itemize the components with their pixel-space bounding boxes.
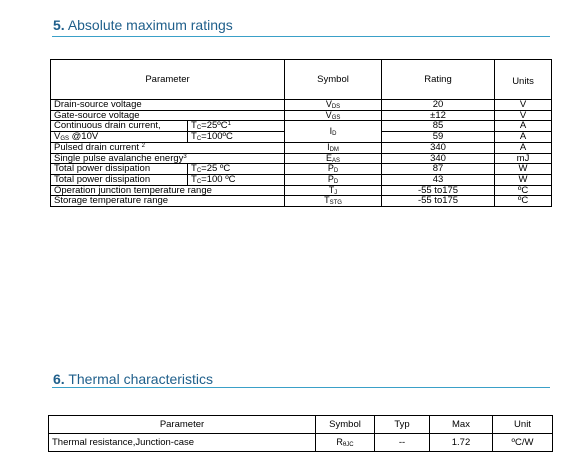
cond-main: T (191, 120, 197, 132)
table-row (51, 185, 552, 196)
param-cell: Gate-source voltage (51, 110, 285, 121)
cond-main: T (191, 174, 197, 185)
header-parameter: Parameter (49, 416, 316, 434)
header-parameter: Parameter (51, 60, 285, 100)
table-row (51, 142, 552, 153)
cond-main: T (191, 163, 197, 175)
rating-cell: 85 (382, 121, 495, 132)
param-cell: Total power dissipation (51, 164, 188, 175)
symbol-cell (285, 185, 382, 196)
table-row (51, 164, 552, 175)
symbol-main: V (325, 99, 332, 109)
rating-cell: 340 (382, 153, 495, 164)
cond-sub: C (196, 178, 202, 185)
condition-cell (188, 121, 285, 132)
footnote-sup: 1 (227, 121, 231, 128)
condition-cell (188, 164, 285, 175)
header-rating: Rating (382, 60, 495, 100)
section-6-divider (52, 387, 550, 388)
param-cell (51, 132, 188, 143)
typ-cell: -- (375, 434, 430, 452)
section-5-title (53, 17, 233, 33)
units-cell: W (495, 174, 552, 185)
param-text: Pulsed drain current (54, 142, 140, 153)
symbol-sub: J (334, 189, 338, 196)
param-text: Single pulse avalanche energy (54, 153, 184, 164)
rating-cell: 43 (382, 174, 495, 185)
symbol-cell (285, 100, 382, 111)
rating-cell: 340 (382, 142, 495, 153)
symbol-main: I (327, 142, 330, 152)
symbol-cell (285, 174, 382, 185)
units-cell: A (495, 132, 552, 143)
rating-cell: 87 (382, 164, 495, 175)
rating-cell: 20 (382, 100, 495, 111)
symbol-sub: STG (329, 200, 342, 207)
symbol-cell (285, 142, 382, 153)
header-unit: Unit (493, 416, 553, 434)
param-cell (51, 142, 285, 153)
table-row (51, 110, 552, 121)
header-max: Max (430, 416, 493, 434)
rating-cell: -55 to175 (382, 196, 495, 207)
footnote-sup: 2 (141, 142, 146, 149)
symbol-sub: DS (331, 104, 341, 110)
symbol-sub: θJC (342, 442, 354, 448)
symbol-cell (285, 153, 382, 164)
footnote-sup: 3 (183, 153, 187, 160)
param-main: V (54, 131, 61, 143)
condition-cell (188, 132, 285, 143)
param-cell: Continuous drain current, (51, 121, 188, 132)
units-cell: ºC (495, 196, 552, 207)
symbol-cell (285, 196, 382, 207)
condition-cell (188, 174, 285, 185)
table-header-row (51, 60, 552, 100)
param-cell: Thermal resistance,Junction-case (49, 434, 316, 452)
section-5-divider (52, 36, 550, 37)
symbol-sub: D (333, 178, 339, 185)
param-cell: Total power dissipation (51, 174, 188, 185)
units-cell: ºC (495, 185, 552, 196)
thermal-characteristics-table (48, 415, 553, 452)
symbol-sub: D (333, 168, 339, 175)
symbol-sub: AS (332, 157, 341, 164)
units-cell: A (495, 121, 552, 132)
symbol-cell (285, 121, 382, 142)
cond-rest: =100ºC (201, 131, 233, 143)
unit-cell: ºC/W (493, 434, 553, 452)
symbol-sub: DM (329, 146, 339, 153)
symbol-main: E (326, 153, 333, 163)
symbol-main: T (324, 195, 330, 206)
header-symbol: Symbol (285, 60, 382, 100)
param-cell (51, 153, 285, 164)
section-number: 5. (53, 17, 65, 33)
units-cell: mJ (495, 153, 552, 164)
cond-rest: =100 ºC (201, 174, 236, 185)
rating-cell: -55 to175 (382, 185, 495, 196)
cond-main: T (191, 131, 197, 143)
symbol-cell (316, 434, 375, 452)
cond-rest: =25ºC (201, 120, 228, 132)
table-row (51, 196, 552, 207)
symbol-main: V (325, 110, 332, 120)
cond-sub: C (196, 136, 202, 143)
section-6-title (53, 371, 213, 387)
units-cell: V (495, 100, 552, 111)
section-number: 6. (53, 371, 65, 387)
units-cell: A (495, 142, 552, 153)
absolute-max-ratings-table (50, 59, 552, 207)
header-units: Units (495, 60, 552, 100)
table-row (51, 100, 552, 111)
units-cell: V (495, 110, 552, 121)
cond-sub: C (196, 125, 202, 132)
header-symbol: Symbol (316, 416, 375, 434)
table-row (51, 121, 552, 132)
rating-value: ±12 (430, 110, 446, 121)
symbol-main: I (329, 125, 333, 136)
cond-rest: =25 ºC (201, 163, 231, 175)
symbol-main: P (327, 163, 334, 174)
param-sub: GS (60, 136, 70, 143)
symbol-cell (285, 110, 382, 121)
section-title-text: Thermal characteristics (68, 371, 214, 387)
param-cell: Drain-source voltage (51, 100, 285, 111)
units-cell: W (495, 164, 552, 175)
symbol-main: P (327, 174, 334, 184)
param-cell: Operation junction temperature range (51, 185, 285, 196)
symbol-sub: D (332, 130, 337, 137)
rating-cell: 59 (382, 132, 495, 143)
symbol-main: R (336, 437, 343, 447)
symbol-sub: GS (331, 114, 341, 121)
symbol-main: T (328, 185, 335, 195)
table-row (51, 174, 552, 185)
rating-cell (382, 110, 495, 121)
table-header-row (49, 416, 553, 434)
symbol-cell (285, 164, 382, 175)
param-cell: Storage temperature range (51, 196, 285, 207)
param-rest: @10V (69, 131, 99, 143)
header-typ: Typ (375, 416, 430, 434)
cond-sub: C (196, 168, 202, 175)
section-title-text: Absolute maximum ratings (67, 17, 233, 33)
table-row (51, 153, 552, 164)
max-cell: 1.72 (430, 434, 493, 452)
table-row (49, 434, 553, 452)
